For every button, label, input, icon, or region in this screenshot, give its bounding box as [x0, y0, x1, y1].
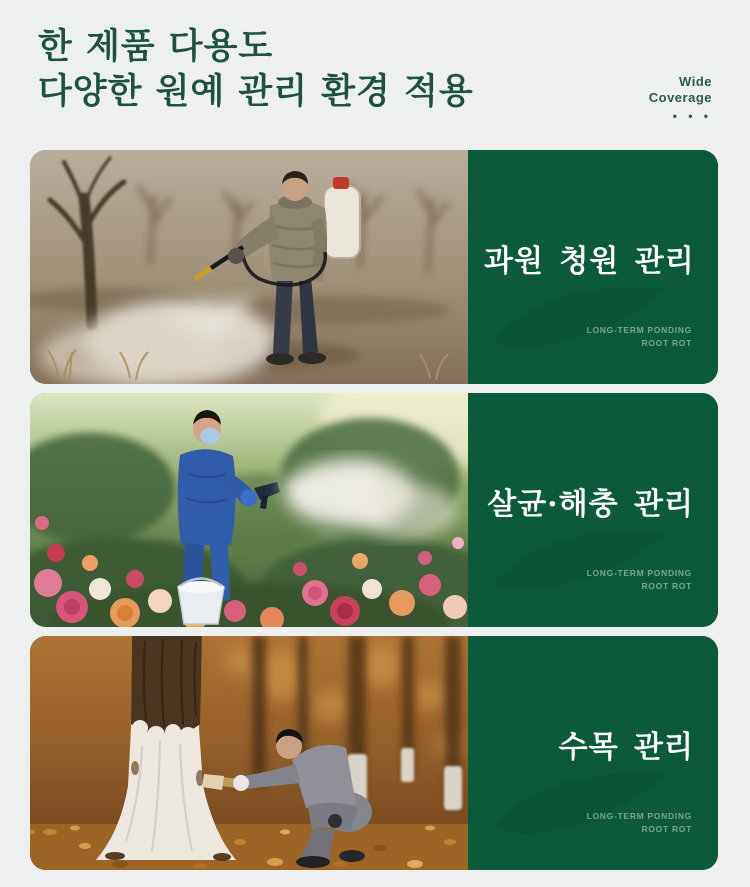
card-label: 살균·해충 관리 — [487, 486, 694, 522]
wide-coverage-badge — [649, 74, 712, 124]
header — [38, 24, 712, 123]
card-tagline — [587, 324, 692, 350]
tree-care-panel — [468, 636, 718, 870]
tagline-line-2: ROOT ROT — [641, 581, 692, 591]
page-title — [38, 24, 712, 114]
tagline-line-1: LONG-TERM PONDING — [586, 568, 692, 578]
tree-painting-photo — [30, 636, 468, 870]
title-line-1: 한 제품 다용도 — [38, 26, 274, 67]
white-bucket — [178, 579, 224, 625]
card-tagline — [587, 810, 692, 836]
title-line-2: 다양한 원예 관리 환경 적용 — [38, 71, 474, 112]
card-tree-care — [30, 636, 718, 870]
orchard-photo — [30, 150, 468, 384]
tagline-line-1: LONG-TERM PONDING — [586, 325, 692, 335]
card-orchard — [30, 150, 718, 384]
rose-garden-scene-illustration — [30, 393, 468, 627]
tagline-line-2: ROOT ROT — [641, 338, 692, 348]
tagline-line-1: LONG-TERM PONDING — [586, 811, 692, 821]
rose-garden-panel — [468, 393, 718, 627]
card-label: 수목 관리 — [558, 729, 694, 765]
card-tagline — [587, 567, 692, 593]
tagline-line-2: ROOT ROT — [641, 824, 692, 834]
tree-painting-scene-illustration — [30, 636, 468, 870]
badge-line-1: Wide — [679, 74, 712, 89]
card-rose-garden — [30, 393, 718, 627]
card-label: 과원 청원 관리 — [484, 243, 695, 279]
orchard-panel — [468, 150, 718, 384]
rose-garden-photo — [30, 393, 468, 627]
badge-line-2: Coverage — [648, 90, 712, 105]
orchard-scene-illustration — [30, 150, 468, 384]
badge-dots: • • • — [672, 109, 712, 123]
